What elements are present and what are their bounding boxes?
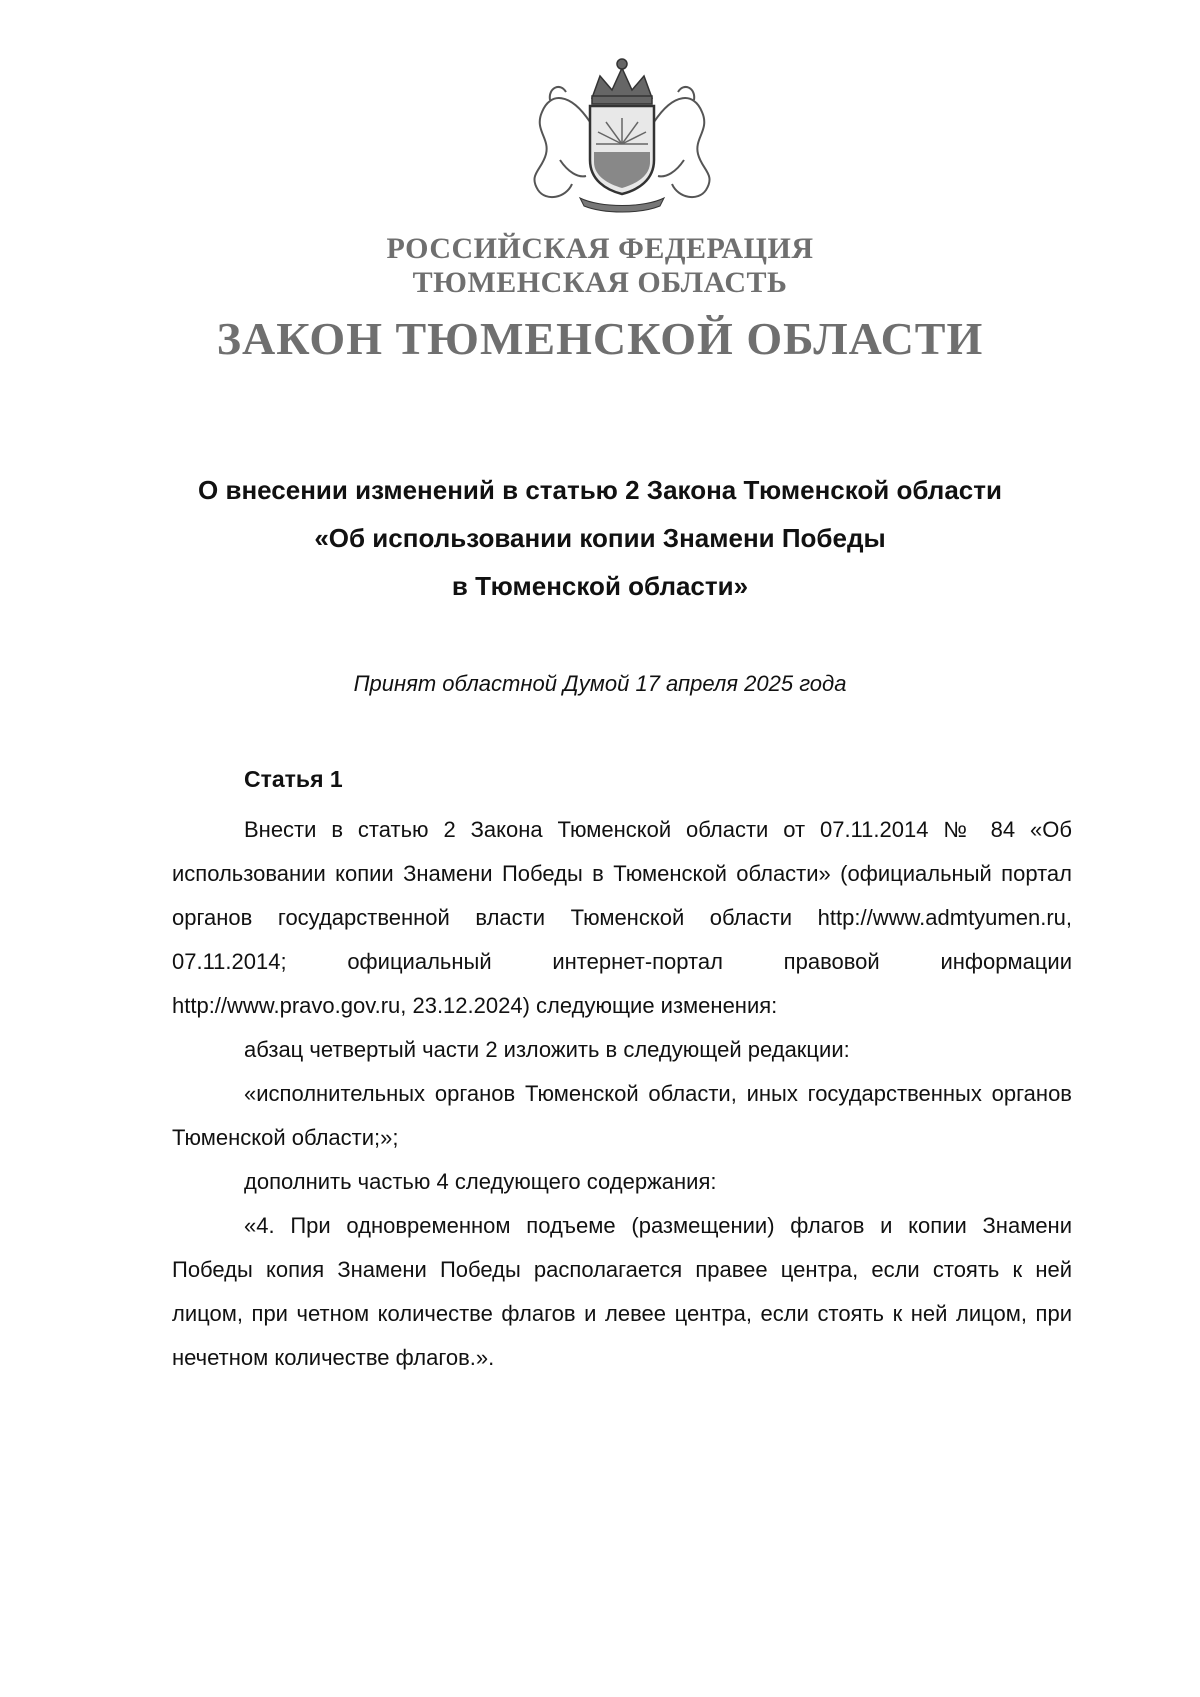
article-paragraph: Внести в статью 2 Закона Тюменской области от 07.11.2014 № 84 «Об использовании копии Знамени Победы в Тюменской области» (официальный портал органов государственной власти Тюменской области http://www.admtyumen.ru, 07.11.2014; официальный интернет-портал правовой информации http://www.pravo.gov.ru, 23.12.2024) следующие изменения: [172, 817, 1072, 1018]
document-title-line: «Об использовании копии Знамени Победы [314, 523, 886, 553]
country-name: РОССИЙСКАЯ ФЕДЕРАЦИЯ [386, 232, 814, 265]
adoption-note: Принят областной Думой 17 апреля 2025 года [353, 671, 847, 696]
tyumen-region-coat-of-arms-icon [520, 52, 724, 214]
article-body [172, 808, 1072, 1380]
article-paragraph: абзац четвертый части 2 изложить в следующей редакции: [244, 1037, 850, 1062]
article-paragraph: «исполнительных органов Тюменской области, иных государственных органов Тюменской области;»; [172, 1081, 1072, 1150]
region-name: ТЮМЕНСКАЯ ОБЛАСТЬ [412, 266, 788, 299]
article-paragraph: дополнить частью 4 следующего содержания: [244, 1169, 717, 1194]
article-heading: Статья 1 [244, 766, 343, 792]
law-type-title: ЗАКОН ТЮМЕНСКОЙ ОБЛАСТИ [216, 313, 984, 364]
document-title [100, 466, 1100, 610]
article-paragraph: «4. При одновременном подъеме (размещении) флагов и копии Знамени Победы копия Знамени Победы располагается правее центра, если стоять к ней лицом, при четном количестве флагов и левее центра, если стоять к ней лицом, при нечетном количестве флагов.». [172, 1213, 1072, 1370]
document-title-line: О внесении изменений в статью 2 Закона Тюменской области [198, 475, 1002, 505]
document-title-line: в Тюменской области» [451, 571, 749, 601]
